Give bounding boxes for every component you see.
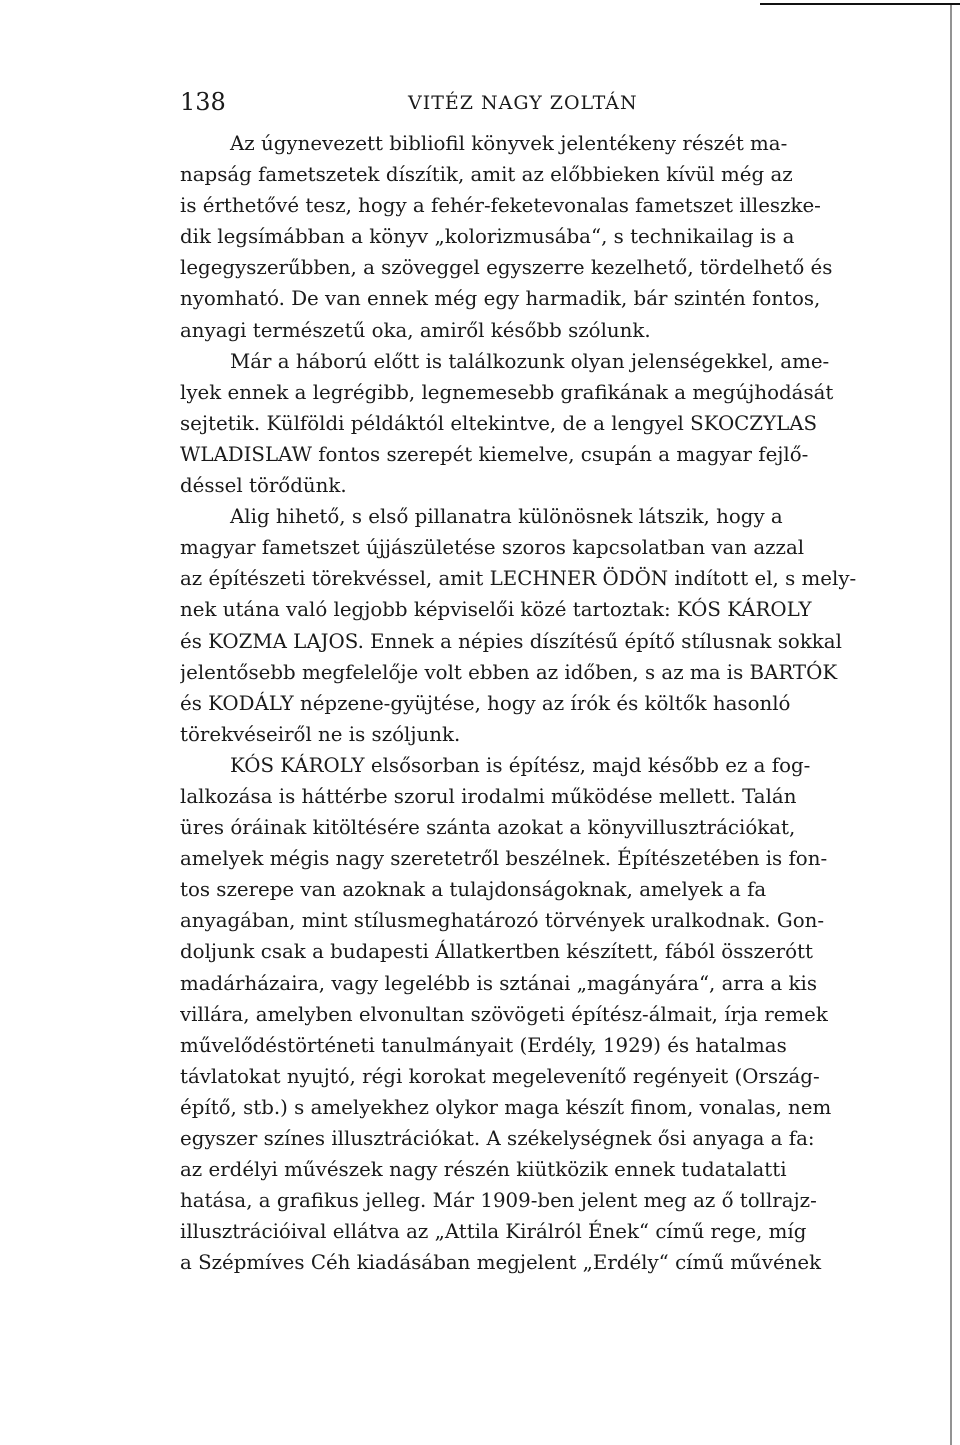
- text-line: anyagában, mint stílusmeghatározó törvények uralkodnak. Gon-: [180, 909, 825, 933]
- text-line: és KOZMA LAJOS. Ennek a népies díszítésű építő stílusnak sokkal: [180, 629, 842, 653]
- text-line: legegyszerűbben, a szöveggel egyszerre kezelhető, tördelhető és: [180, 256, 833, 280]
- text-line: Az úgynevezett bibliofil könyvek jelentékeny részét ma-: [230, 132, 788, 155]
- text-line: amelyek mégis nagy szeretetről beszélnek. Építészetében is fon-: [180, 847, 828, 871]
- text-line: az építészeti törekvéssel, amit LECHNER ÖDÖN indított el, s mely-: [180, 567, 857, 591]
- text-line: hatása, a grafikus jelleg. Már 1909-ben jelent meg az ő tollrajz-: [180, 1189, 817, 1213]
- text-line: törekvéseiről ne is szóljunk.: [180, 722, 461, 746]
- text-line: sejtetik. Külföldi példáktól eltekintve, de a lengyel SKOCZYLAS: [180, 411, 818, 435]
- text-line: is érthetővé tesz, hogy a fehér-feketevonalas fametszet illeszke-: [180, 194, 821, 218]
- text-line: WLADISLAW fontos szerepét kiemelve, csupán a magyar fejlő-: [180, 442, 809, 466]
- text-line: egyszer színes illusztrációkat. A székelységnek ősi anyaga a fa:: [180, 1127, 815, 1150]
- text-line: KÓS KÁROLY elsősorban is építész, majd később ez a fog-: [230, 753, 811, 777]
- text-line: építő, stb.) s amelyekhez olykor maga készít finom, vonalas, nem: [180, 1095, 832, 1119]
- text-line: madárházaira, vagy legelébb is sztánai „magányára“, arra a kis: [180, 971, 817, 995]
- page-edge-top: [760, 3, 960, 5]
- text-line: jelentősebb megfelelője volt ebben az időben, s az ma is BARTÓK: [180, 660, 838, 684]
- text-line: dik legsímábban a könyv „kolorizmusába“, s technikailag is a: [180, 225, 795, 249]
- text-line: anyagi természetű oka, amiről később szólunk.: [180, 318, 651, 342]
- text-line: távlatokat nyujtó, régi korokat megelevenítő regényeit (Ország-: [180, 1064, 820, 1088]
- page-number: 138: [180, 88, 226, 116]
- text-line: magyar fametszet újjászületése szoros kapcsolatban van azzal: [180, 536, 805, 560]
- text-line: üres óráinak kitöltésére szánta azokat a könyvillusztrációkat,: [180, 816, 796, 840]
- running-head: VITÉZ NAGY ZOLTÁN: [408, 92, 638, 114]
- page-edge-right: [950, 5, 952, 1445]
- body-text: [180, 128, 860, 1408]
- text-line: lyek ennek a legrégibb, legnemesebb grafikának a megújhodását: [180, 380, 834, 404]
- text-line: napság fametszetek díszítik, amit az előbbieken kívül még az: [180, 163, 793, 187]
- text-line: déssel törődünk.: [180, 474, 347, 498]
- text-line: nyomható. De van ennek még egy harmadik, bár szintén fontos,: [180, 287, 821, 311]
- text-line: Már a háború előtt is találkozunk olyan jelenségekkel, ame-: [230, 349, 830, 373]
- text-line: doljunk csak a budapesti Állatkertben készített, fából összerótt: [180, 940, 813, 964]
- text-line: villára, amelyben elvonultan szövögeti építész-álmait, írja remek: [180, 1002, 828, 1026]
- text-line: lalkozása is háttérbe szorul irodalmi működése mellett. Talán: [180, 784, 797, 808]
- page-header: [180, 86, 860, 126]
- text-line: tos szerepe van azoknak a tulajdonságoknak, amelyek a fa: [180, 878, 767, 902]
- text-line: és KODÁLY népzene-gyüjtése, hogy az írók és költők hasonló: [180, 691, 791, 715]
- text-line: Alig hihető, s első pillanatra különösnek látszik, hogy a: [230, 505, 783, 529]
- text-line: illusztrációival ellátva az „Attila Királról Ének“ című rege, míg: [180, 1220, 807, 1244]
- text-line: az erdélyi művészek nagy részén kiütközik ennek tudatalatti: [180, 1158, 787, 1182]
- text-line: művelődéstörténeti tanulmányait (Erdély, 1929) és hatalmas: [180, 1033, 787, 1057]
- text-line: nek utána való legjobb képviselői közé tartoztak: KÓS KÁROLY: [180, 598, 812, 622]
- text-line: a Szépmíves Céh kiadásában megjelent „Erdély“ című művének: [180, 1251, 822, 1275]
